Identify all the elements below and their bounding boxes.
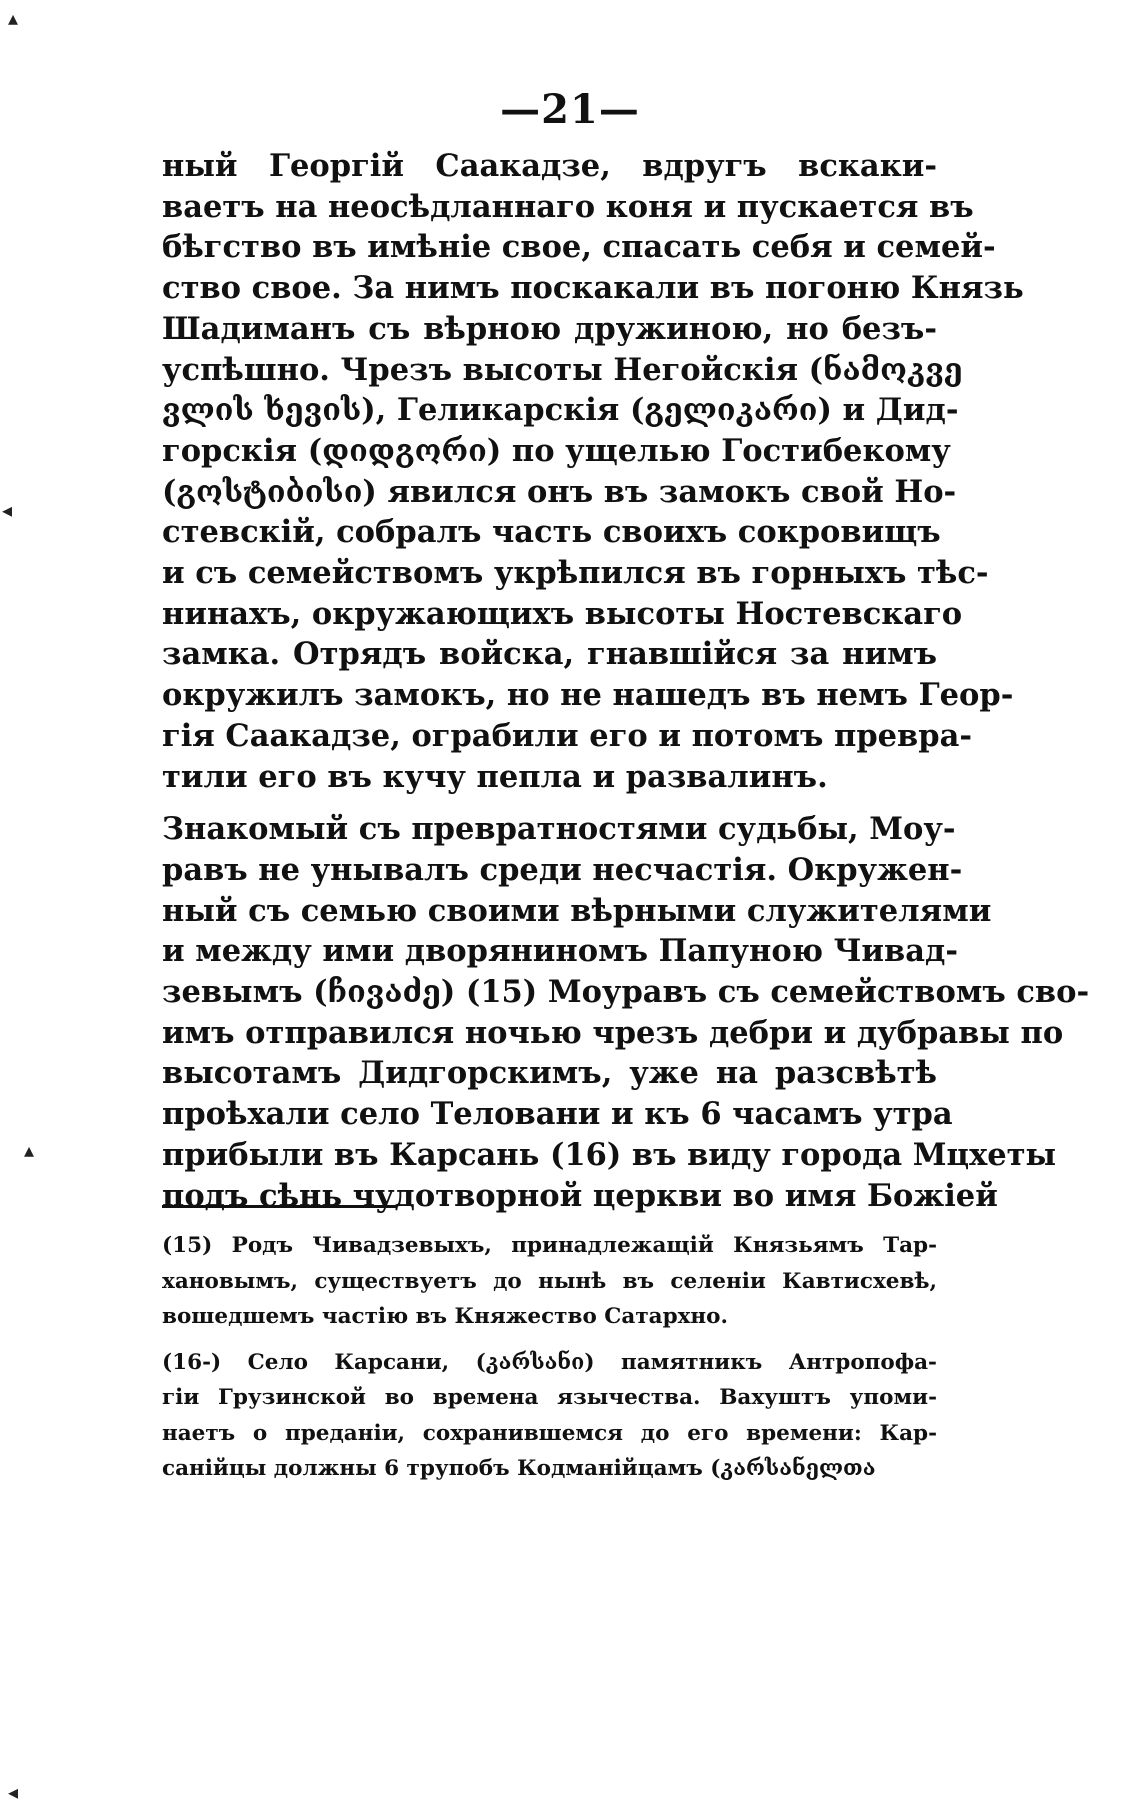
- text-line: прибыли въ Карсань (16) въ виду города Мцхеты: [162, 1136, 1057, 1173]
- text-line: успѣшно. Чрезъ высоты Негойскія (ნამოკვე: [162, 351, 963, 388]
- footnote-gap: [162, 1335, 937, 1345]
- text-line: равъ не унывалъ среди несчастія. Окружен-: [162, 851, 963, 888]
- text-line: ство свое. За нимъ поскакали въ погоню Князь: [162, 270, 1024, 307]
- page-number: —21—: [500, 86, 640, 133]
- footnote-separator: [162, 1205, 396, 1208]
- footnote-line: наетъ о преданіи, сохранившемся до его времени: Кар-: [162, 1420, 937, 1446]
- text-line: ный съ семью своими вѣрными служителями: [162, 892, 992, 929]
- scan-mark: ▴: [8, 6, 19, 30]
- text-line: замка. Отрядъ войска, гнавшійся за нимъ: [162, 636, 937, 673]
- text-line: бѣгство въ имѣніе свое, спасать себя и семей-: [162, 229, 996, 266]
- paragraph-1: [162, 146, 1024, 797]
- text-line: тили его въ кучу пепла и развалинъ.: [162, 758, 828, 795]
- footnote-line: гіи Грузинской во времена язычества. Вахуштъ упоми-: [162, 1385, 937, 1410]
- text-line: проѣхали село Теловани и къ 6 часамъ утра: [162, 1096, 953, 1133]
- text-line: ваетъ на неосѣдланнаго коня и пускается въ: [162, 188, 974, 225]
- scan-mark: ◂: [2, 498, 13, 522]
- footnote-line: санійцы должны 6 трупобъ Кодманійцамъ (კარსანელთა: [162, 1456, 876, 1481]
- scan-mark: ◂: [8, 1780, 19, 1804]
- text-line: Шадиманъ съ вѣрною дружиною, но безъ-: [162, 310, 937, 347]
- text-line: горскія (დიდგორი) по ущелью Гостибекому: [162, 432, 951, 469]
- paragraph-2: [162, 809, 1090, 1216]
- footnote-line: хановымъ, существуетъ до нынѣ въ селеніи Кавтисхевѣ,: [162, 1268, 937, 1294]
- main-text: [162, 146, 1090, 1216]
- text-line: стевскій, собралъ часть своихъ сокровищъ: [162, 514, 941, 551]
- text-line: имъ отправился ночью чрезъ дебри и дубравы по: [162, 1014, 1064, 1051]
- text-line: высотамъ Дидгорскимъ, уже на разсвѣтѣ: [162, 1055, 937, 1092]
- text-line: Знакомый съ превратностями судьбы, Моу-: [162, 811, 956, 848]
- scan-mark: ▴: [24, 1138, 35, 1162]
- text-line: ვლის ხევის), Геликарскія (გელიკარი) и Дид-: [162, 392, 959, 429]
- footnote-16: [162, 1345, 937, 1487]
- footnote-15: [162, 1228, 937, 1335]
- text-line: гія Саакадзе, ограбили его и потомъ превра-: [162, 717, 972, 754]
- footnotes: [162, 1228, 937, 1487]
- text-line: и между ими дворяниномъ Папуною Чивад-: [162, 933, 958, 970]
- text-line: окружилъ замокъ, но не нашедъ въ немъ Геор-: [162, 677, 1014, 714]
- text-line: зевымъ (ჩივაძე) (15) Моуравъ съ семействомъ сво-: [162, 974, 1090, 1011]
- paragraph-gap: [162, 797, 937, 809]
- text-line: ный Георгій Саакадзе, вдругъ вскаки-: [162, 148, 937, 184]
- text-line: и съ семействомъ укрѣпился въ горныхъ тѣс-: [162, 555, 989, 592]
- text-line: подъ сѣнь чудотворной церкви во имя Божіей: [162, 1177, 998, 1214]
- text-line: нинахъ, окружающихъ высоты Ностевскаго: [162, 595, 963, 632]
- footnote-line: (15) Родъ Чивадзевыхъ, принадлежащій Князьямъ Тар-: [162, 1233, 937, 1258]
- footnote-line: (16-) Село Карсани, (კარსანი) памятникъ Антропофа-: [162, 1349, 937, 1375]
- text-line: (გოსტიბისი) явился онъ въ замокъ свой Но-: [162, 473, 957, 510]
- footnote-line: вошедшемъ частію въ Княжество Сатархно.: [162, 1304, 728, 1329]
